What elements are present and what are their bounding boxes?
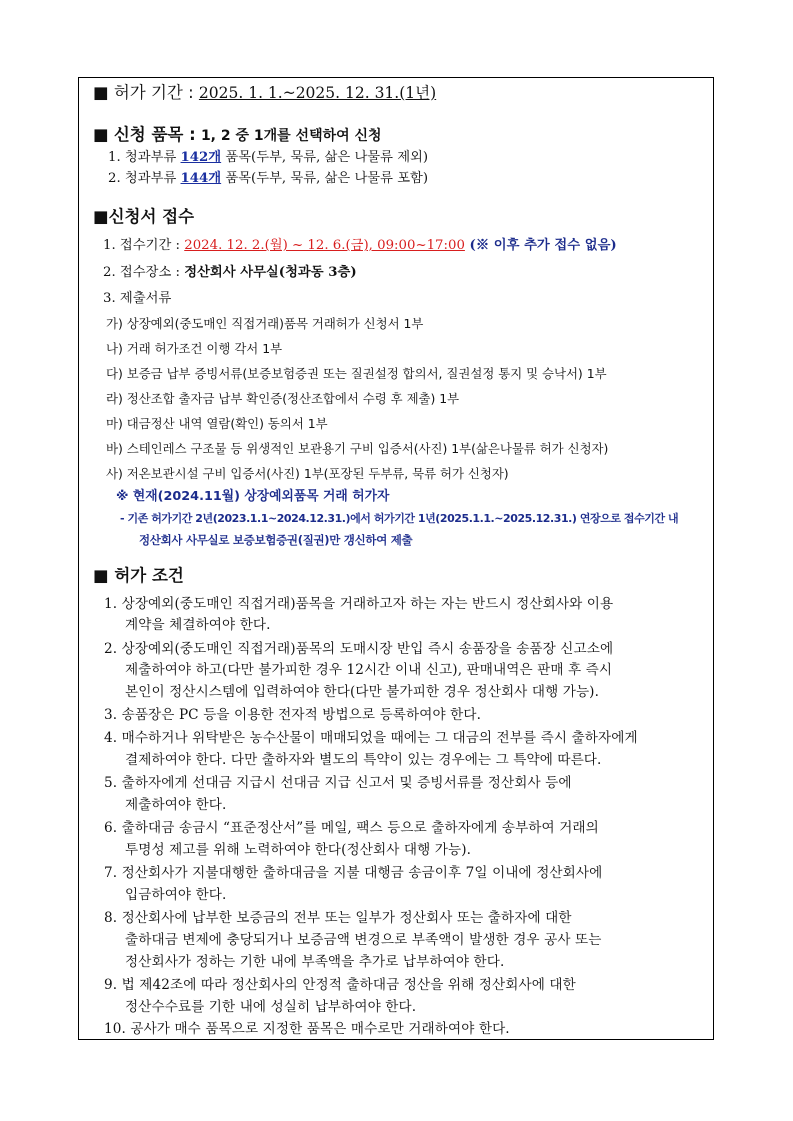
items-desc: 1, 2 중 1개를 선택하여 신청 [200, 128, 382, 144]
application-period-note: (※ 이후 추가 접수 없음) [464, 238, 617, 253]
condition-line: 입금하여야 한다. [125, 887, 227, 903]
application-period-label: 1. 접수기간 : [103, 238, 185, 253]
condition-line: 정산회사가 정하는 기한 내에 부족액을 추가로 납부하여야 한다. [125, 954, 505, 970]
items-row [93, 126, 382, 145]
period-label: 허가 기간 : [113, 83, 194, 102]
application-place [103, 264, 357, 282]
doc-item: 바) 스테인레스 구조물 등 위생적인 보관용기 구비 입증서(사진) 1부(삶은나물류 허가 신청자) [106, 441, 609, 456]
condition-line: 8. 정산회사에 납부한 보증금의 전부 또는 일부가 정산회사 또는 출하자에 대한 [104, 910, 572, 926]
period-value: 2025. 1. 1.~2025. 12. 31.(1년) [198, 84, 437, 102]
doc-item: 나) 거래 허가조건 이행 각서 1부 [106, 341, 283, 356]
condition-line: 본인이 정산시스템에 입력하여야 한다(다만 불가피한 경우 정산회사 대행 가능). [125, 684, 600, 700]
application-period [103, 237, 617, 255]
docs-label: 3. 제출서류 [103, 291, 172, 306]
item-option-1 [108, 149, 428, 167]
application-place-value: 정산회사 사무실(청과동 3층) [184, 265, 357, 280]
condition-line: 정산수수료를 기한 내에 성실히 납부하여야 한다. [125, 999, 417, 1015]
item-option-prefix: 2. 청과부류 [108, 171, 181, 186]
condition-line: 결제하여야 한다. 다만 출하자와 별도의 특약이 있는 경우에는 그 특약에 따른다. [125, 752, 602, 768]
item-option-count: 142개 [180, 150, 222, 165]
condition-line: 제출하여야 한다. [125, 797, 227, 813]
doc-item: 가) 상장예외(중도매인 직접거래)품목 거래허가 신청서 1부 [106, 316, 424, 331]
condition-line: 1. 상장예외(중도매인 직접거래)품목을 거래하고자 하는 자는 반드시 정산회사와 이용 [104, 596, 614, 612]
notice-title: ※ 현재(2024.11월) 상장예외품목 거래 허가자 [116, 489, 390, 504]
item-option-2 [108, 170, 428, 188]
items-bullet: ■ [93, 125, 109, 144]
condition-line: 10. 공사가 매수 품목으로 지정한 품목은 매수로만 거래하여야 한다. [104, 1021, 510, 1037]
condition-line: 4. 매수하거나 위탁받은 농수산물이 매매되었을 때에는 그 대금의 전부를 즉시 출하자에게 [104, 730, 638, 746]
condition-line: 6. 출하대금 송금시 “표준정산서”를 메일, 팩스 등으로 출하자에게 송부하여 거래의 [104, 820, 599, 836]
condition-line: 출하대금 변제에 충당되거나 보증금액 변경으로 부족액이 발생한 경우 공사 또는 [125, 932, 602, 948]
condition-line: 제출하여야 하고(다만 불가피한 경우 12시간 이내 신고), 판매내역은 판매 후 즉시 [125, 662, 613, 678]
notice-line-2: 정산회사 사무실로 보증보험증권(질권)만 갱신하여 제출 [139, 533, 413, 547]
conditions-heading: ■ 허가 조건 [93, 566, 184, 585]
period-bullet: ■ [93, 83, 109, 102]
condition-line: 5. 출하자에게 선대금 지급시 선대금 지급 신고서 및 증빙서류를 정산회사 등에 [104, 775, 572, 791]
notice-line-1: - 기존 허가기간 2년(2023.1.1~2024.12.31.)에서 허가기간 1년(2025.1.1.~2025.12.31.) 연장으로 접수기간 내 [120, 512, 679, 525]
condition-line: 계약을 체결하여야 한다. [125, 617, 271, 633]
condition-line: 9. 법 제42조에 따라 정산회사의 안정적 출하대금 정산을 위해 정산회사에 대한 [104, 977, 576, 993]
condition-line: 7. 정산회사가 지불대행한 출하대금을 지불 대행금 송금이후 7일 이내에 정산회사에 [104, 865, 603, 881]
item-option-suffix: 품목(두부, 묵류, 삶은 나물류 제외) [221, 150, 429, 165]
condition-line: 2. 상장예외(중도매인 직접거래)품목의 도매시장 반입 즉시 송품장을 송품장 신고소에 [104, 641, 614, 657]
item-option-suffix: 품목(두부, 묵류, 삶은 나물류 포함) [221, 171, 429, 186]
doc-item: 사) 저온보관시설 구비 입증서(사진) 1부(포장된 두부류, 묵류 허가 신청자) [106, 466, 509, 481]
doc-item: 다) 보증금 납부 증빙서류(보증보험증권 또는 질권설정 합의서, 질권설정 통지 및 승낙서) 1부 [106, 366, 607, 381]
condition-line: 3. 송품장은 PC 등을 이용한 전자적 방법으로 등록하여야 한다. [104, 707, 482, 723]
doc-item: 라) 정산조합 출자금 납부 확인증(정산조합에서 수령 후 제출) 1부 [106, 391, 460, 406]
application-heading: ■신청서 접수 [93, 207, 195, 226]
condition-line: 투명성 제고를 위해 노력하여야 한다(정산회사 대행 가능). [125, 842, 472, 858]
item-option-count: 144개 [180, 171, 222, 186]
doc-item: 마) 대금정산 내역 열람(확인) 동의서 1부 [106, 416, 328, 431]
application-period-value: 2024. 12. 2.(월) ~ 12. 6.(금), 09:00~17:00 [184, 238, 465, 253]
period-row [93, 84, 436, 102]
item-option-prefix: 1. 청과부류 [108, 150, 181, 165]
items-label: 신청 품목 : [113, 125, 196, 144]
application-place-label: 2. 접수장소 : [103, 265, 185, 280]
